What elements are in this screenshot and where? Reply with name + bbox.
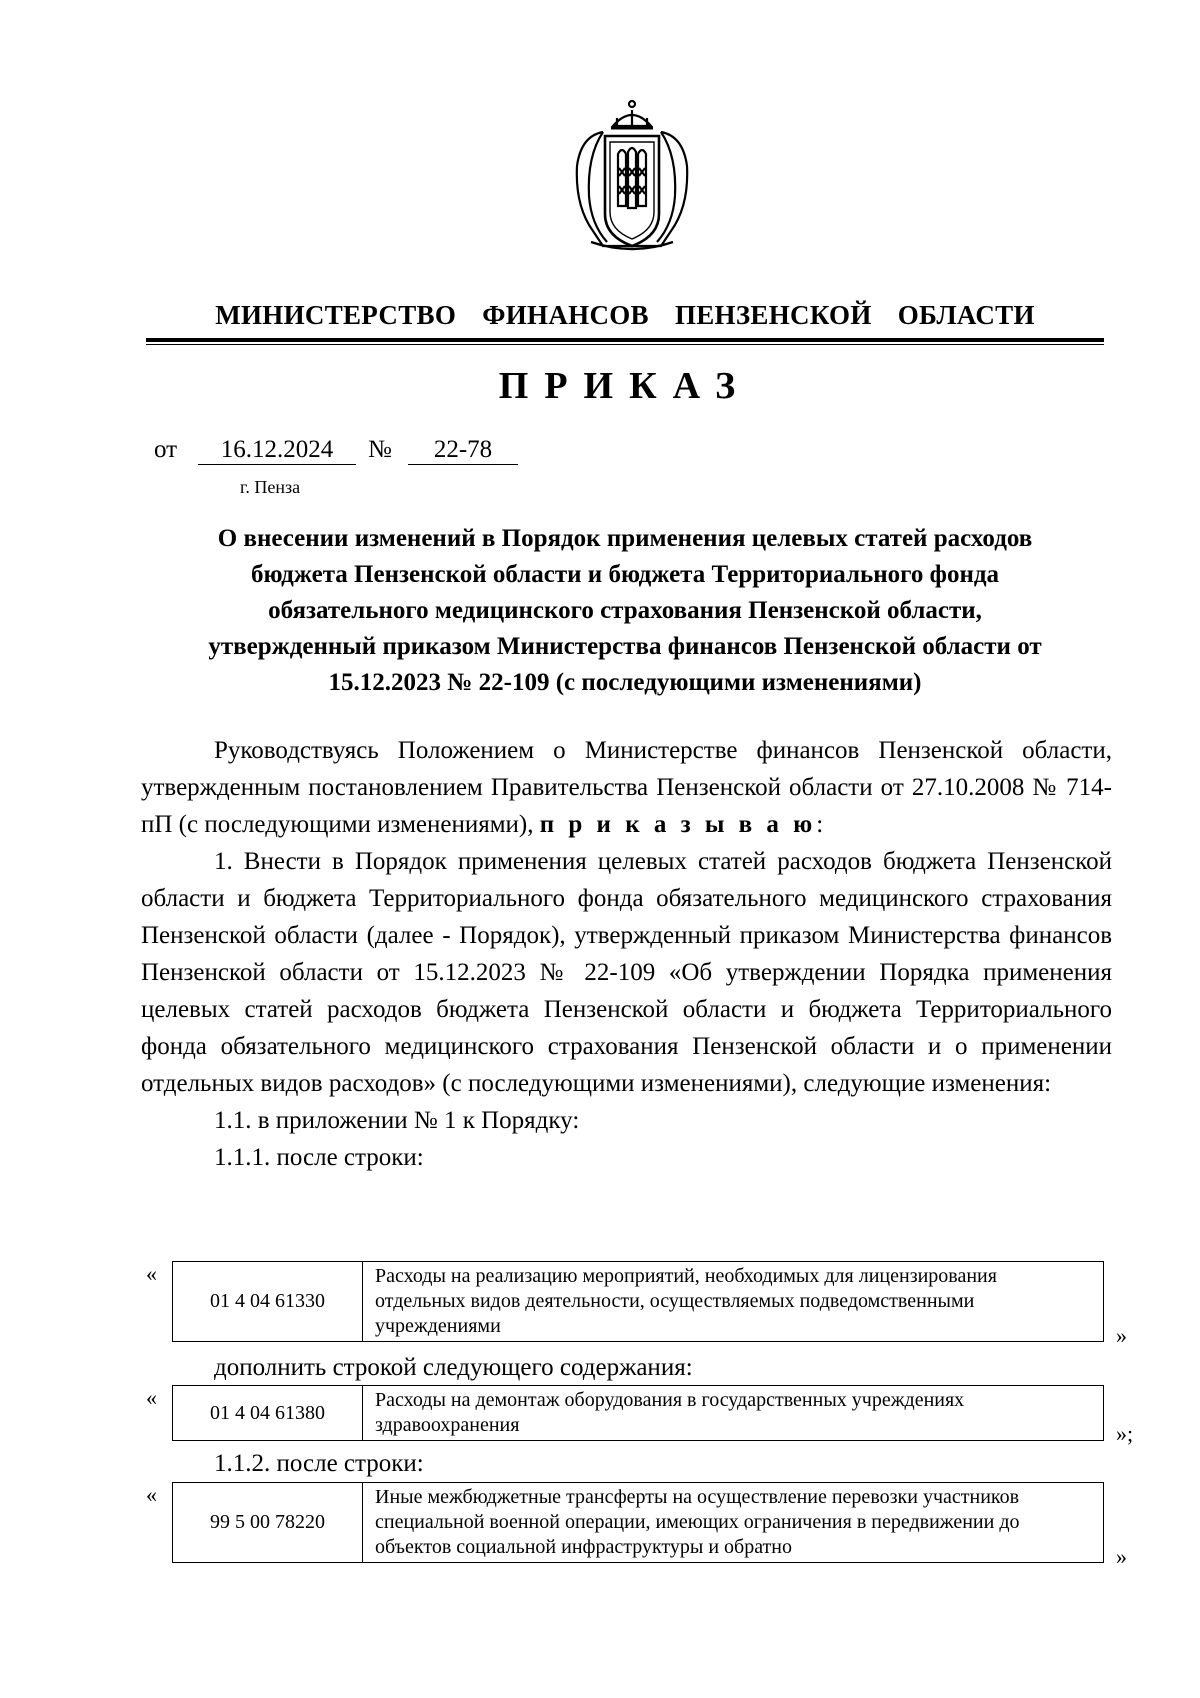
title-line: утвержденный приказом Министерства финансов Пензенской области от: [208, 633, 1042, 660]
preamble-tail: :: [816, 811, 824, 838]
item-1: 1. Внести в Порядок применения целевых статей расходов бюджета Пензенской области и бюджета Территориального фонда обязательного медицинского страхования Пензенской области (далее - Порядок), утвержденный приказом Министерства финансов Пензенской области от 15.12.2023 № 22-109 «Об утверждении Порядка применения целевых статей расходов бюджета Пензенской области и бюджета Территориального фонда обязательного медицинского страхования Пензенской области и о применении отдельных видов расходов» (с последующими изменениями), следующие изменения:: [141, 848, 1112, 1097]
inserted-row-block-3: [146, 1482, 1126, 1572]
item-1-1-1: 1.1.1. после строки:: [214, 1144, 424, 1171]
close-quote: »: [1116, 1323, 1127, 1348]
ministry-name: МИНИСТЕРСТВО ФИНАНСОВ ПЕНЗЕНСКОЙ ОБЛАСТИ: [215, 300, 1035, 330]
header-rule-thin: [146, 344, 1104, 345]
close-quote: »;: [1116, 1421, 1134, 1446]
budget-description: Расходы на реализацию мероприятий, необходимых для лицензирования отдельных видов деятельности, осуществляемых подведомственными учреждениями: [363, 1262, 1104, 1342]
budget-description: Расходы на демонтаж оборудования в государственных учреждениях здравоохранения: [363, 1386, 1104, 1441]
budget-code: 01 4 04 61380: [173, 1386, 363, 1441]
inserted-row-block-1: [146, 1261, 1126, 1351]
add-row-instruction: дополнить строкой следующего содержания:: [214, 1354, 693, 1381]
title-line: обязательного медицинского страхования Пензенской области,: [268, 597, 982, 624]
close-quote: »: [1116, 1544, 1127, 1569]
coat-of-arms-emblem: [573, 96, 691, 254]
inserted-row-block-2: [146, 1385, 1134, 1449]
order-number: 22-78: [408, 436, 518, 465]
header-rule-thick: [146, 338, 1104, 342]
preamble: [141, 732, 1112, 843]
document-body: [141, 732, 1112, 1176]
item-1-1-2: 1.1.2. после строки:: [214, 1450, 424, 1477]
budget-description: Иные межбюджетные трансферты на осуществление перевозки участников специальной военной операции, имеющих ограничения в передвижении до объектов социальной инфраструктуры и обратно: [363, 1483, 1104, 1563]
document-type: ПРИКАЗ: [498, 365, 752, 407]
budget-row-table: [172, 1261, 1104, 1342]
open-quote: «: [146, 1482, 157, 1507]
title-line: бюджета Пензенской области и бюджета Территориального фонда: [251, 561, 999, 588]
order-title: [146, 521, 1104, 701]
order-word: п р и к а з ы в а ю: [539, 811, 817, 838]
open-quote: «: [146, 1261, 157, 1286]
table-row: [173, 1483, 1104, 1563]
open-quote: «: [146, 1385, 157, 1410]
number-sign: №: [368, 436, 392, 463]
date-prefix: от: [154, 436, 178, 463]
budget-row-table: [172, 1385, 1104, 1441]
title-line: 15.12.2023 № 22-109 (с последующими изменениями): [328, 669, 922, 696]
budget-code: 01 4 04 61330: [173, 1262, 363, 1342]
budget-row-table: [172, 1482, 1104, 1563]
order-date: 16.12.2024: [198, 436, 356, 465]
table-row: [173, 1262, 1104, 1342]
budget-code: 99 5 00 78220: [173, 1483, 363, 1563]
preamble-text: Руководствуясь Положением о Министерстве финансов Пензенской области, утвержденным постановлением Правительства Пензенской области от 27.10.2008 № 714-пП (с последующими изменениями),: [141, 737, 1112, 838]
title-line: О внесении изменений в Порядок применения целевых статей расходов: [217, 525, 1033, 552]
city: г. Пенза: [240, 477, 301, 497]
table-row: [173, 1386, 1104, 1441]
item-1-1: 1.1. в приложении № 1 к Порядку:: [214, 1107, 580, 1134]
